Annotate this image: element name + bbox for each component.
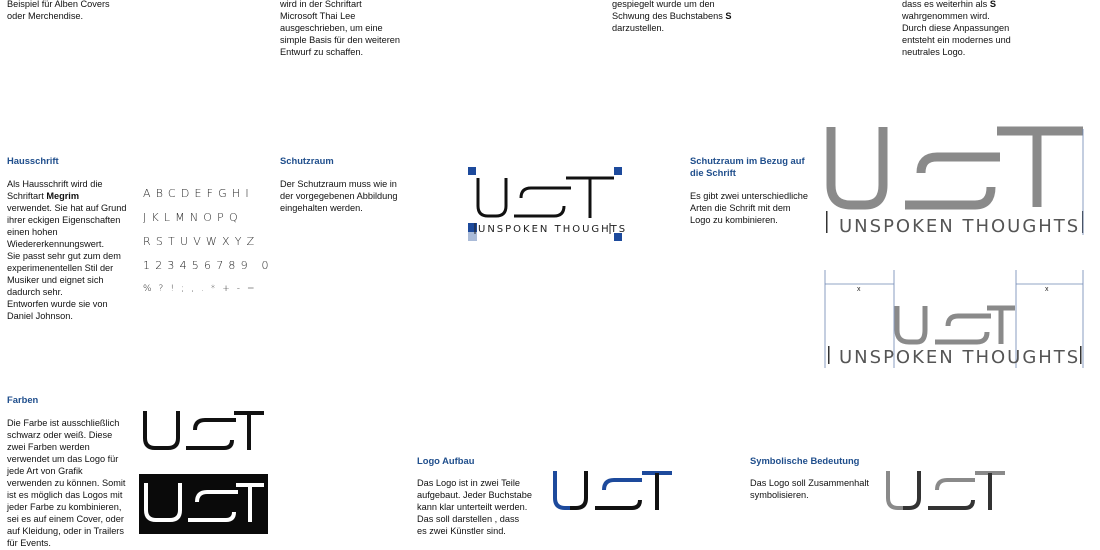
farben-text: Die Farbe ist ausschließlich schwarz oder weiß. Diese zwei Farben werden verwendet um das Logo für jede Art von Grafik verwenden zu können. Somit ist es möglich das Logos mit jeder Farbe zu kombinieren, sei es auf einem Cover, oder auf Kleidung, oder in Trailers für Events. — [7, 418, 126, 548]
logo-symbolic — [885, 468, 1010, 513]
section-title-schutzraum-schrift: Schutzraum im Bezug auf die Schrift — [690, 155, 805, 178]
section-title-schutzraum: Schutzraum — [280, 155, 334, 166]
tagline-guides: UNSPOKEN THOUGHTS — [839, 347, 1081, 368]
spacing-marker-left: x — [857, 286, 861, 293]
glyph-row-1: ABCDEFGHI — [143, 187, 254, 200]
logo-black-on-white — [140, 408, 270, 453]
glyph-row-2: JKLMNOPQ — [143, 211, 243, 224]
intro-text-col1: Beispiel für Alben Covers oder Merchendise. — [7, 0, 110, 21]
intro-text-col2: wird in der Schriftart Microsoft Thai Lee ausgeschrieben, um eine simple Basis für den weiteren Entwurf zu schaffen. — [280, 0, 401, 57]
logo-white-on-black — [140, 480, 270, 530]
hausschrift-text: Als Hausschrift wird die Schriftart Megrim verwendet. Sie hat auf Grund ihrer eckigen Eigenschaften einen hohen Wiedererkennungswert. Sie passt sehr gut zum dem experimenentellen Stil der Musiker und eignet sich dadurch sehr. Entworfen wurde sie von Daniel Johnson. — [7, 179, 127, 321]
intro-text-col4: dass es weiterhin als S wahrgenommen wird. Durch diese Anpassungen entsteht ein modernes und neutrales Logo. — [902, 0, 1011, 57]
tagline-small: UNSPOKEN THOUGHTS — [478, 224, 628, 235]
glyph-row-5: %?!;,.*+-= — [143, 284, 262, 294]
logo-structure — [552, 468, 677, 513]
section-title-symbolik: Symbolische Bedeutung — [750, 455, 860, 466]
glyph-row-3: RSTUVWXYZ — [143, 235, 260, 248]
symbolik-text: Das Logo soll Zusammenhalt symbolisieren. — [750, 478, 869, 500]
section-title-farben: Farben — [7, 394, 39, 405]
logo-large-gray — [825, 125, 1095, 240]
section-title-hausschrift: Hausschrift — [7, 155, 59, 166]
schutzraum-text: Der Schutzraum muss wie in der vorgegebenen Abbildung eingehalten werden. — [280, 179, 398, 213]
logo-protection-zone — [466, 166, 626, 246]
schutzraum-schrift-text: Es gibt zwei unterschiedliche Arten die Schrift mit dem Logo zu kombinieren. — [690, 191, 808, 225]
spacing-marker-right: x — [1045, 286, 1049, 293]
section-title-aufbau: Logo Aufbau — [417, 455, 475, 466]
tagline-large: UNSPOKEN THOUGHTS — [839, 216, 1081, 237]
logo-spacing-guides — [825, 268, 1095, 373]
glyph-row-4: 123456789 0 — [143, 259, 274, 272]
intro-text-col3: gespiegelt wurde um den Schwung des Buchstabens S darzustellen. — [612, 0, 732, 33]
aufbau-text: Das Logo ist in zwei Teile aufgebaut. Jeder Buchstabe kann klar unterteilt werden. Das soll darstellen , dass es zwei Künstler sind. — [417, 478, 532, 536]
